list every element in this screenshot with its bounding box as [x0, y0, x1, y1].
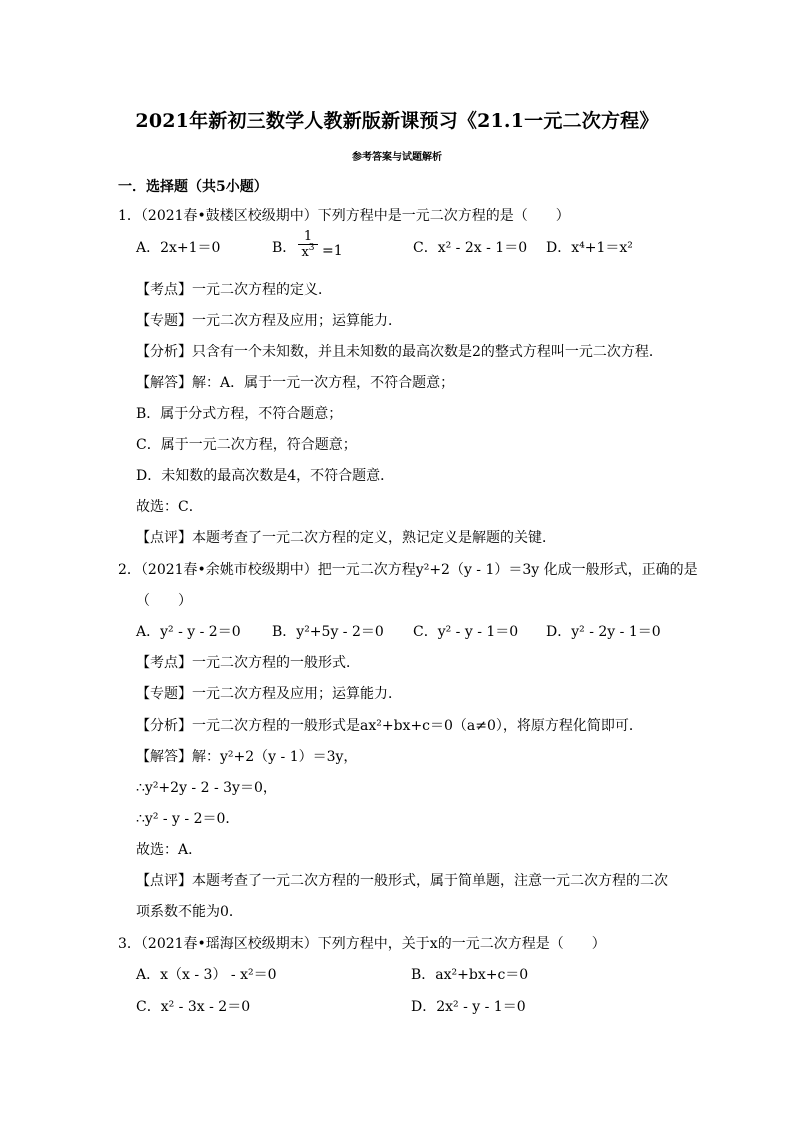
q1-option-b-denominator: [298, 245, 318, 261]
section-heading: 一．选择题（共5小题）: [118, 179, 268, 195]
q2-kaodian: 【考点】一元二次方程的一般形式．: [136, 655, 360, 671]
q2-option-c: C．y² - y - 1＝0: [413, 624, 519, 640]
q1-fenxi: 【分析】只含有一个未知数，并且未知数的最高次数是2的整式方程叫一元二次方程．: [136, 344, 663, 360]
den-exp: 3: [308, 243, 315, 253]
q2-jieda: 【解答】解：y²+2（y - 1）＝3y，: [136, 749, 358, 765]
q2-dianping-cont: 项系数不能为0．: [136, 904, 243, 920]
q1-line-c: C．属于一元二次方程，符合题意；: [136, 437, 357, 453]
q2-fenxi: 【分析】一元二次方程的一般形式是ax²+bx+c＝0（a≠0），将原方程化简即可．: [136, 718, 643, 734]
q2-option-d: D．y² - 2y - 1＝0: [546, 624, 661, 640]
q1-option-d: D．x⁴+1＝x²: [546, 240, 633, 256]
q3-option-d: D．2x² - y - 1＝0: [411, 999, 526, 1015]
q2-option-a: A．y² - y - 2＝0: [136, 624, 241, 640]
q3-stem: 3．（2021春•瑶海区校级期末）下列方程中，关于x的一元二次方程是（ ）: [118, 936, 606, 952]
q1-kaodian: 【考点】一元二次方程的定义．: [136, 282, 332, 298]
page-title: 2021年新初三数学人教新版新课预习《21.1一元二次方程》: [135, 110, 659, 132]
q1-stem: 1．（2021春•鼓楼区校级期中）下列方程中是一元二次方程的是（ ）: [118, 208, 570, 224]
q1-option-b-fraction: [298, 230, 318, 261]
q3-option-a: A．x（x - 3） - x²＝0: [136, 967, 277, 983]
den-var: x: [301, 245, 309, 260]
q1-zhuanti: 【专题】一元二次方程及应用；运算能力．: [136, 313, 402, 329]
q2-dianping: 【点评】本题考查了一元二次方程的一般形式，属于简单题，注意一元二次方程的二次: [136, 873, 668, 889]
q3-option-b: B．ax²+bx+c＝0: [411, 967, 529, 983]
q1-option-c: C．x² - 2x - 1＝0: [413, 240, 528, 256]
page-subtitle: 参考答案与试题解析: [352, 152, 442, 163]
q1-dianping: 【点评】本题考查了一元二次方程的定义，熟记定义是解题的关键．: [136, 530, 556, 546]
q1-option-a: A．2x+1＝0: [136, 240, 221, 256]
q2-answer: 故选：A．: [136, 842, 203, 858]
q2-step2: ∴y² - y - 2＝0．: [136, 811, 240, 827]
q1-line-d: D．未知数的最高次数是4，不符合题意．: [136, 468, 395, 484]
q1-option-b-label: B．: [272, 240, 297, 256]
q1-option-b-rhs: =1: [322, 243, 343, 259]
q2-step1: ∴y²+2y - 2 - 3y＝0，: [136, 780, 277, 796]
q3-option-c: C．x² - 3x - 2＝0: [136, 999, 251, 1015]
q2-stem: 2．（2021春•余姚市校级期中）把一元二次方程y²+2（y - 1）＝3y 化成一般形式，正确的是: [118, 562, 698, 578]
q1-jieda: 【解答】解：A．属于一元一次方程，不符合题意；: [136, 375, 455, 391]
q2-option-b: B．y²+5y - 2＝0: [272, 624, 384, 640]
q2-stem-cont: （ ）: [136, 593, 192, 609]
q1-line-b: B．属于分式方程，不符合题意；: [136, 406, 343, 422]
q1-option-b-numerator: 1: [303, 229, 313, 244]
q1-answer: 故选：C．: [136, 499, 203, 515]
q2-zhuanti: 【专题】一元二次方程及应用；运算能力．: [136, 686, 402, 702]
